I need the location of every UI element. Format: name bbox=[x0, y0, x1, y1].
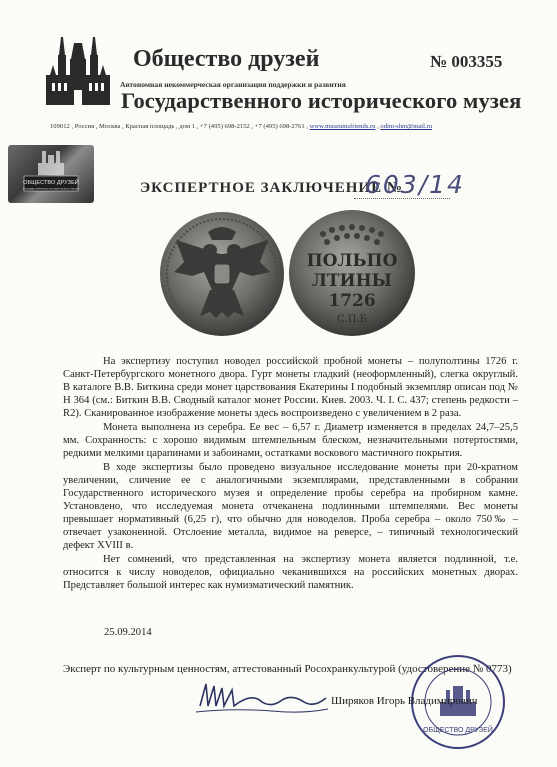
hologram-text-1: ОБЩЕСТВО ДРУЗЕЙ bbox=[23, 180, 79, 186]
org-name-line2: Государственного исторического музея bbox=[121, 88, 522, 113]
hologram-sticker bbox=[8, 145, 94, 203]
paragraph-examination: В ходе экспертизы было проведено визуальное исследование монеты при 20-кратном увеличении, сличение ее с аналогичными экземплярами, представленными в собрании Государственного исторического музея и определение пробы серебра на пробирном камне. Установлено, что исследуемая монета отчеканена подлинными штемпелями. Вес монеты превышает нормативный (6,25 г), что обычно для новоделов. Проба серебра – около 750‰ – отвечает узаконенной. Отслоение металла, видимое на реверсе, – типичный технологический дефект XVIII в. bbox=[63, 462, 518, 551]
expert-credentials: Эксперт по культурным ценностям, аттестованный Росохранкультурой (удостоверение № 0773) bbox=[63, 663, 512, 675]
museum-logo-icon bbox=[38, 35, 118, 115]
coin-obverse-eagle-image bbox=[158, 210, 286, 338]
website-link[interactable]: www.museumsfriends.ru bbox=[309, 123, 376, 130]
paragraph-physical: Монета выполнена из серебра. Ее вес – 6,57 г. Диаметр изменяется в пределах 24,7–25,5 мм. Сохранность: с хорошо видимым штемпельным блеском, незначительными потертостями, редкими мелкими царапинами и забоинами, остатками воскового мастичного покрытия. bbox=[63, 422, 518, 459]
paragraph-conclusion: Нет сомнений, что представленная на экспертизу монета является подлинной, т.е. относится к числу новоделов, официально чеканившихся на российских монетных дворах. Представляет большой интерес как нумизматический памятник. bbox=[63, 554, 518, 591]
signer-name: Ширяков Игорь Владимирович bbox=[331, 695, 478, 707]
signature-image bbox=[192, 678, 332, 718]
address-text: 109012 , Россия , Москва , Красная площадь , дом 1 , +7 (495) 698-2152 , +7 (495) 698-2761 , bbox=[50, 123, 310, 130]
coin-text-line2: ЛТИНЫ bbox=[311, 271, 393, 291]
org-subtitle: Автономная некоммерческая организация поддержки и развития bbox=[120, 80, 346, 89]
hologram-text-2: Государственного исторического музея bbox=[22, 186, 80, 191]
certificate-number: № 003355 bbox=[430, 52, 503, 71]
org-name-line1: Общество друзей bbox=[133, 46, 320, 72]
hologram-building-icon bbox=[8, 145, 94, 203]
certificate-body bbox=[63, 356, 518, 594]
coin-reverse-inscription-image bbox=[287, 208, 417, 338]
seal-text: ОБЩЕСТВО ДРУЗЕЙ bbox=[423, 727, 493, 734]
email-link[interactable]: odim-shm@mail.ru bbox=[380, 123, 433, 130]
address-line: 109012 , Россия , Москва , Красная площадь , дом 1 , +7 (495) 698-2152 , +7 (495) 698-2761 , www.museumsfriends.ru , odim-shm@mail.ru bbox=[50, 123, 433, 130]
coin-text-line1: ПОЛЬПО bbox=[306, 251, 398, 271]
number-underline bbox=[354, 198, 450, 199]
certificate-handwritten-number: 603/14 bbox=[365, 170, 465, 199]
paragraph-description: На экспертизу поступил новодел российской пробной монеты – полуполтины 1726 г. Санкт-Петербургского монетного двора. Гурт монеты гладкий (неоформленный), слегка округлый. В каталоге В.В. Биткина среди монет царствования Екатерины I подобный экземпляр описан под № Н 364 (см.: Биткин В.В. Сводный каталог монет России. Киев. 2003. Ч. I. С. 437; степень редкости – R2). Сканированное изображение монеты здесь воспроизведено с увеличением в 2 раза. bbox=[63, 356, 518, 419]
coin-year: 1726 bbox=[328, 291, 376, 311]
coin-mint: С.П.Б bbox=[336, 314, 368, 325]
certificate-title: ЭКСПЕРТНОЕ ЗАКЛЮЧЕНИЕ № bbox=[140, 180, 403, 196]
certificate-date: 25.09.2014 bbox=[104, 627, 152, 638]
